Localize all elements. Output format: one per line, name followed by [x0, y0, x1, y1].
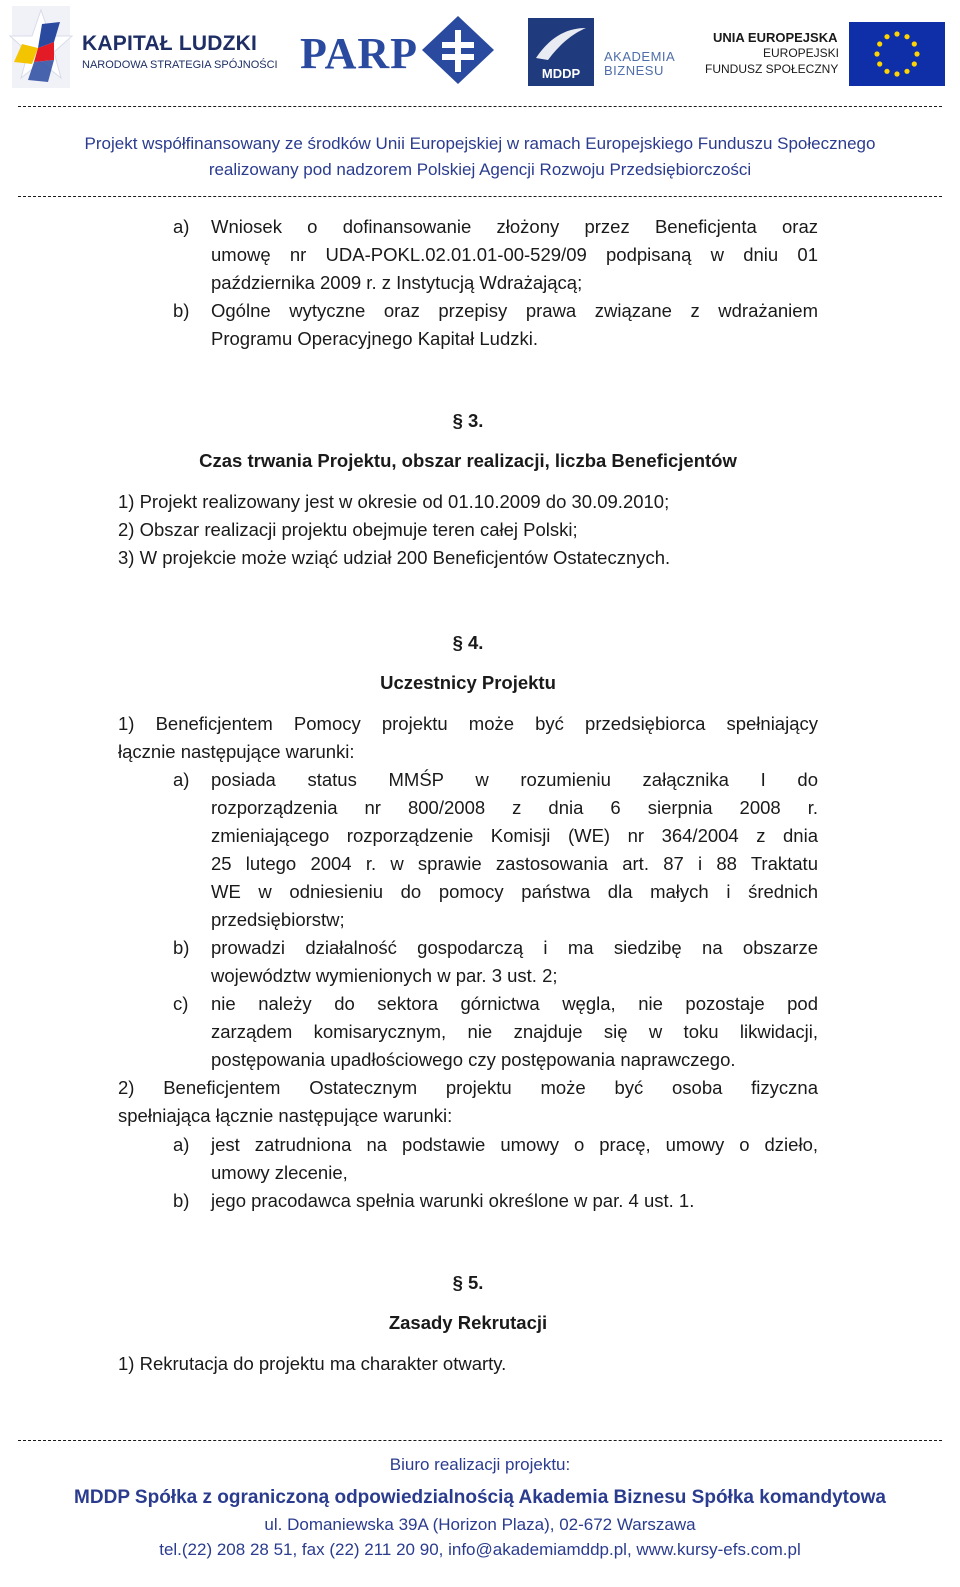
list-item-text: Programu Operacyjnego Kapitał Ludzki.	[211, 328, 539, 349]
ue-efs-logo	[705, 22, 950, 88]
list-marker: b)	[173, 937, 190, 958]
list-item-text: umowę nr UDA-POKL.02.01.01-00-529/09 podpisaną w dniu 01	[211, 244, 818, 265]
kapital-ludzki-subtitle: NARODOWA STRATEGIA SPÓJNOŚCI	[82, 59, 278, 71]
list-marker: a)	[173, 769, 190, 790]
parp-text: PARP	[300, 29, 419, 78]
section-number: § 5.	[452, 1272, 484, 1293]
ue-line2: EUROPEJSKI	[763, 46, 840, 60]
mddp-logo	[528, 18, 678, 88]
list-marker: a)	[173, 1134, 190, 1155]
header-divider-top	[18, 106, 942, 107]
list-item: 2) Obszar realizacji projektu obejmuje teren całej Polski;	[118, 519, 578, 540]
list-item: 1) Projekt realizowany jest w okresie od 01.10.2009 do 30.09.2010;	[118, 491, 670, 512]
paragraph-line: spełniająca łącznie następujące warunki:	[118, 1105, 453, 1126]
list-item-text: umowy zlecenie,	[211, 1162, 348, 1183]
header-note-line2: realizowany pod nadzorem Polskiej Agencji Rozwoju Przedsiębiorczości	[208, 160, 752, 179]
akademia-biznesu: AKADEMIA BIZNESU	[604, 49, 676, 78]
list-marker: c)	[173, 993, 189, 1014]
list-item-text: województw wymienionych w par. 3 ust. 2;	[211, 965, 558, 986]
list-item: 1) Rekrutacja do projektu ma charakter otwarty.	[118, 1353, 507, 1374]
list-item-text: WE w odniesieniu do pomocy państwa dla małych i średnich	[211, 881, 818, 902]
footer-address: ul. Domaniewska 39A (Horizon Plaza), 02-672 Warszawa	[264, 1515, 696, 1534]
list-item-text: Ogólne wytyczne oraz przepisy prawa związane z wdrażaniem	[211, 300, 818, 321]
list-item-text: jest zatrudniona na podstawie umowy o pracę, umowy o dzieło,	[211, 1134, 818, 1155]
section-number: § 3.	[452, 410, 484, 431]
footer-divider	[18, 1440, 942, 1441]
section-number: § 4.	[452, 632, 484, 653]
mddp-text: MDDP	[541, 66, 581, 81]
paragraph-line: łącznie następujące warunki:	[118, 741, 355, 762]
parp-diamond-icon	[420, 14, 496, 86]
list-item-text: posiada status MMŚP w rozumieniu załącznika I do	[211, 769, 818, 790]
footer-contact: tel.(22) 208 28 51, fax (22) 211 20 90, info@akademiamddp.pl, www.kursy-efs.com.pl	[159, 1540, 801, 1559]
section-title: Czas trwania Projektu, obszar realizacji, liczba Beneficjentów	[199, 450, 737, 471]
header-note-line1: Projekt współfinansowany ze środków Unii Europejskiej w ramach Europejskiego Funduszu Społecznego	[84, 134, 876, 153]
paragraph-line: 1) Beneficjentem Pomocy projektu może być przedsiębiorca spełniający	[118, 713, 818, 734]
list-item-text: zarządem komisarycznym, nie znajduje się w toku likwidacji,	[211, 1021, 818, 1042]
eu-flag-icon	[849, 22, 945, 86]
kapital-ludzki-star-icon	[8, 4, 74, 90]
list-item-text: Wniosek o dofinansowanie złożony przez Beneficjenta oraz	[211, 216, 818, 237]
ue-line3: FUNDUSZ SPOŁECZNY	[705, 62, 839, 76]
paragraph-line: 2) Beneficjentem Ostatecznym projektu może być osoba fizyczna	[118, 1077, 818, 1098]
list-item-text: października 2009 r. z Instytucją Wdrażającą;	[211, 272, 583, 293]
list-item-text: 25 lutego 2004 r. w sprawie zastosowania art. 87 i 88 Traktatu	[211, 853, 818, 874]
header-divider-bottom	[18, 196, 942, 197]
list-marker: a)	[173, 216, 190, 237]
list-item-text: zmieniającego rozporządzenie Komisji (WE) nr 364/2004 z dnia	[211, 825, 818, 846]
footer-company: MDDP Spółka z ograniczoną odpowiedzialnością Akademia Biznesu Spółka komandytowa	[74, 1487, 886, 1508]
kapital-ludzki-logo	[8, 4, 288, 90]
list-item-text: przedsiębiorstw;	[211, 909, 345, 930]
list-item-text: rozporządzenia nr 800/2008 z dnia 6 sierpnia 2008 r.	[211, 797, 818, 818]
list-marker: b)	[173, 1190, 190, 1211]
ue-line1: UNIA EUROPEJSKA	[713, 30, 838, 45]
list-marker: b)	[173, 300, 190, 321]
section-title: Zasady Rekrutacji	[388, 1312, 548, 1333]
list-item-text: nie należy do sektora górnictwa węgla, nie pozostaje pod	[211, 993, 818, 1014]
kapital-ludzki-title: KAPITAŁ LUDZKI	[82, 32, 258, 55]
list-item-text: postępowania upadłościowego czy postępowania naprawczego.	[211, 1049, 736, 1070]
parp-logo	[298, 12, 498, 86]
footer-label: Biuro realizacji projektu:	[389, 1455, 571, 1474]
mddp-swoosh-icon	[534, 24, 588, 62]
list-item-text: prowadzi działalność gospodarczą i ma siedzibę na obszarze	[211, 937, 818, 958]
section-title: Uczestnicy Projektu	[380, 672, 556, 693]
list-item: 3) W projekcie może wziąć udział 200 Beneficjentów Ostatecznych.	[118, 547, 671, 568]
list-item-text: jego pracodawca spełnia warunki określone w par. 4 ust. 1.	[211, 1190, 695, 1211]
